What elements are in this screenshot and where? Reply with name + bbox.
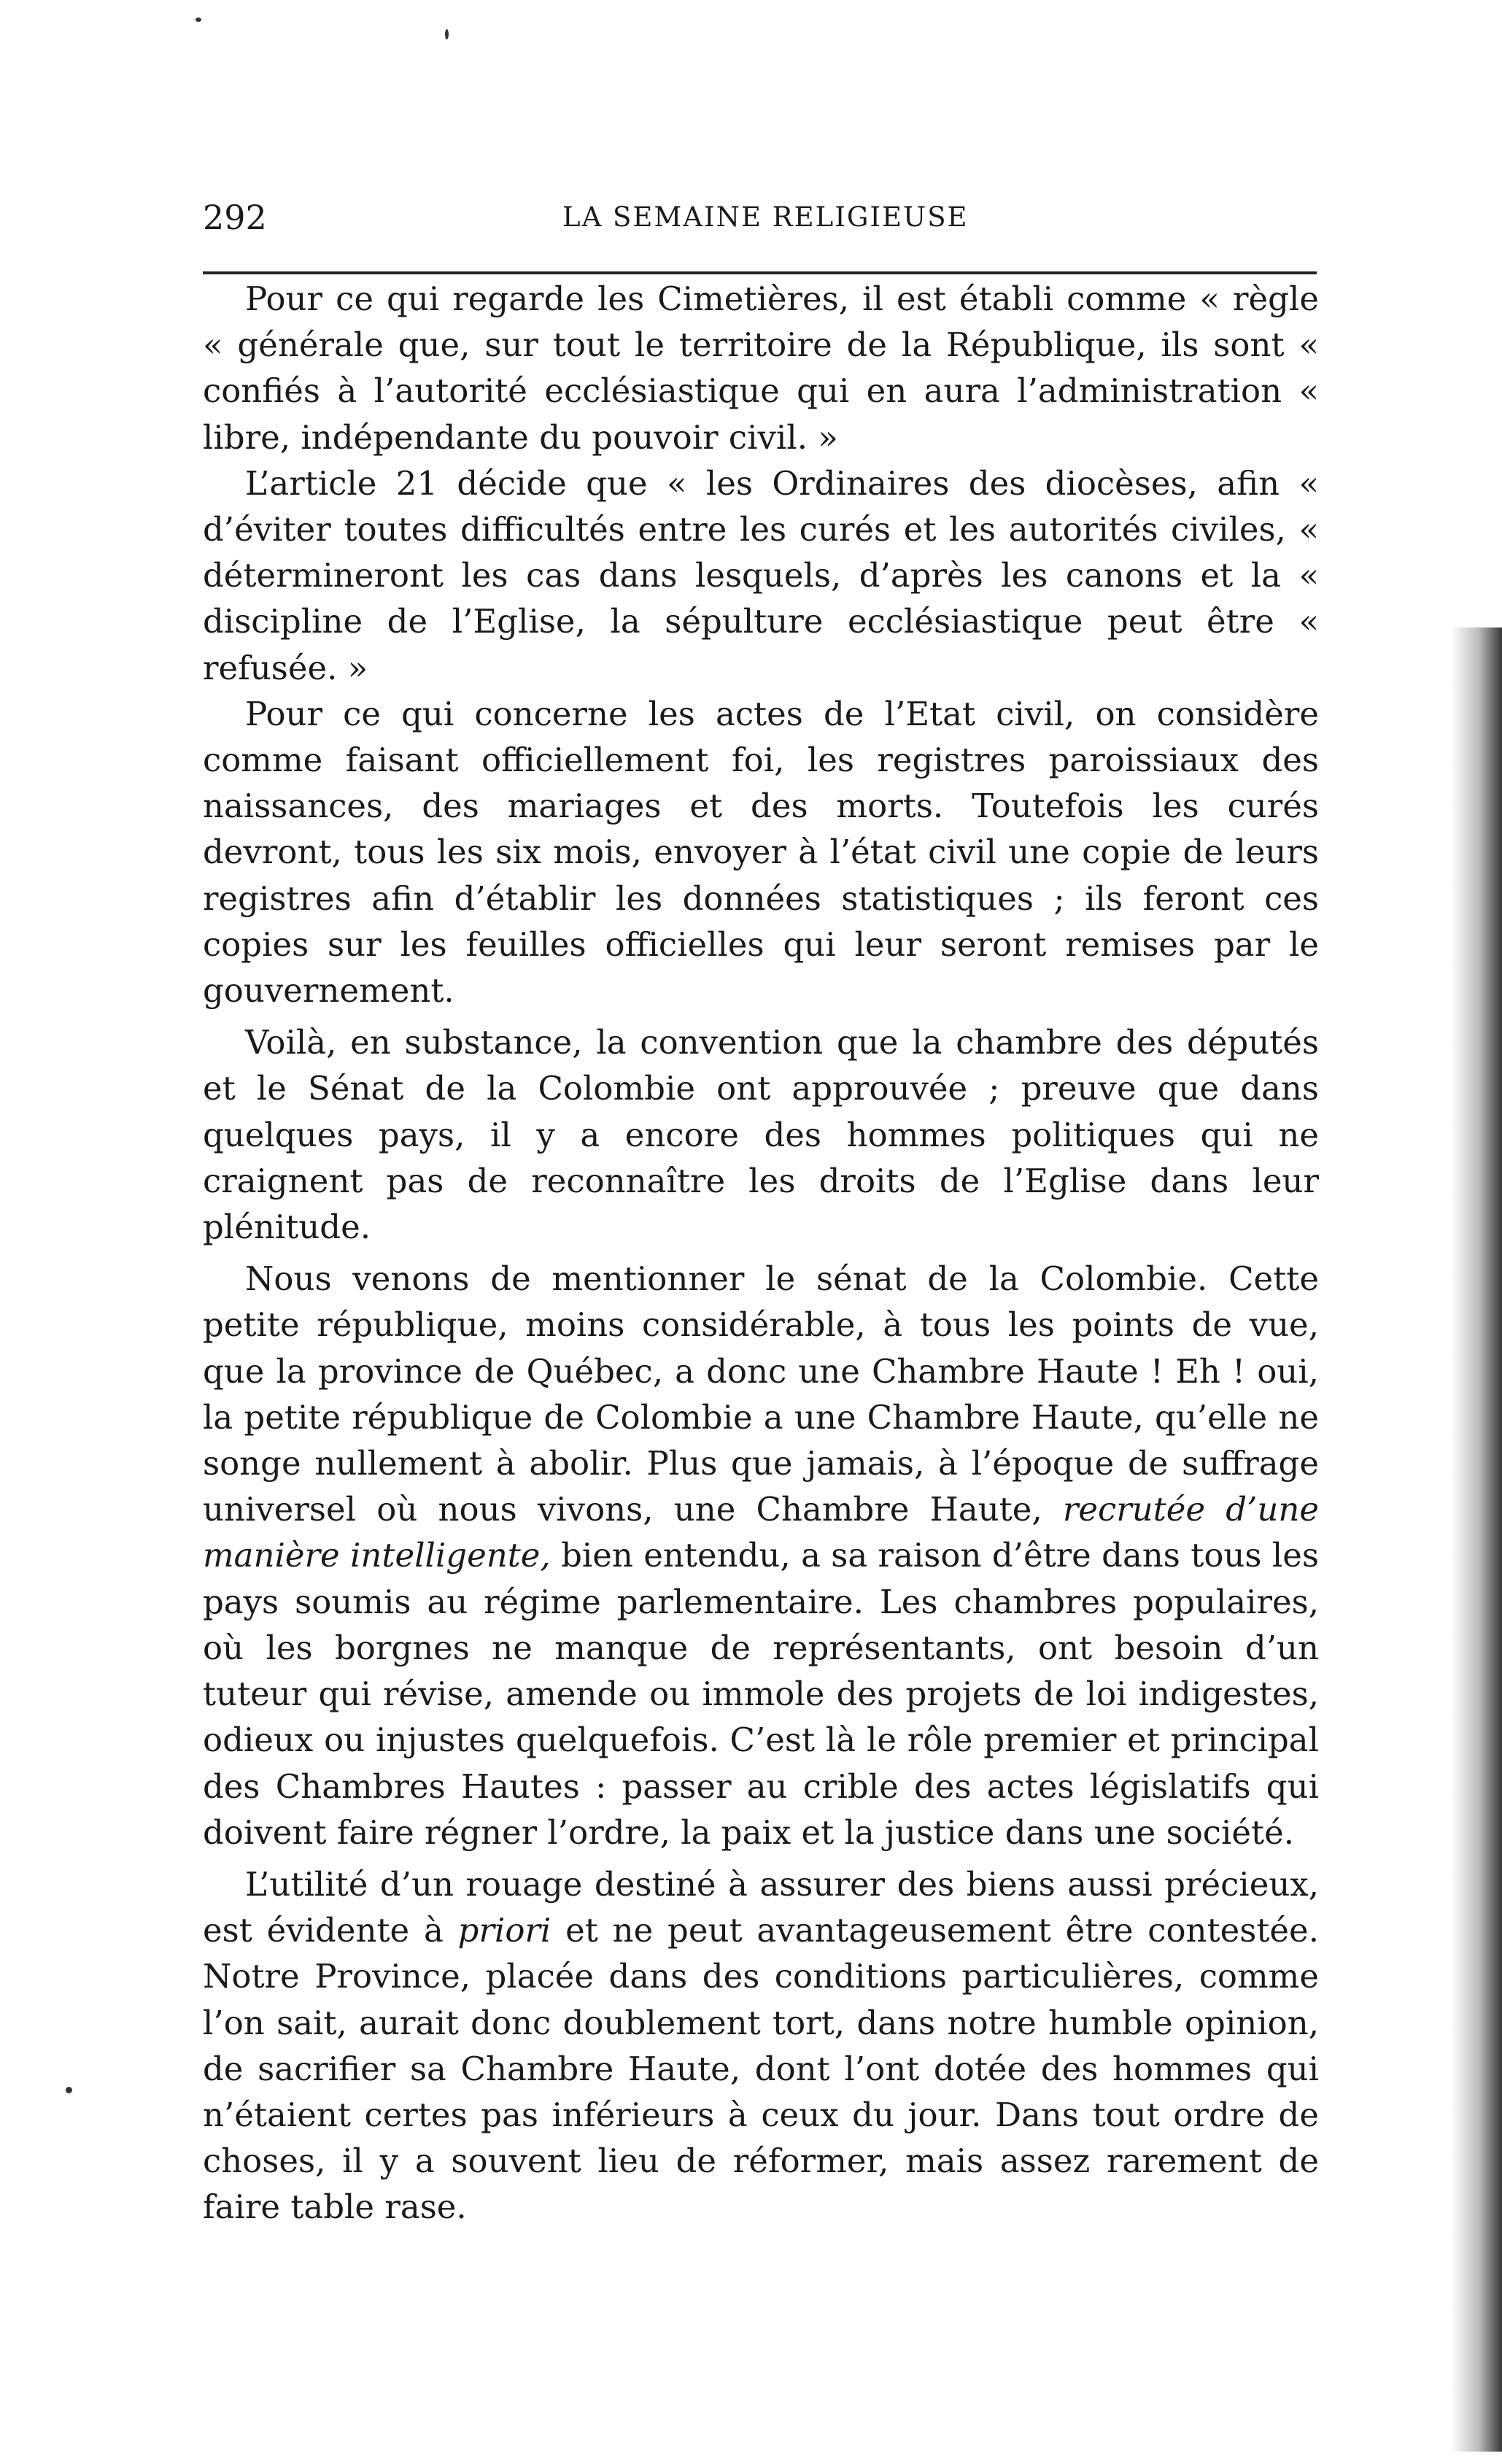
- italic-phrase: priori: [457, 1911, 551, 1950]
- paragraph-article-21: [203, 460, 1319, 691]
- page-header: [203, 196, 1315, 239]
- paragraph-text: et ne peut avantageusement être contestée. Notre Province, placée dans des conditions particulières, comme l’on sait, aurait donc doublement tort, dans notre humble opinion, de sacrifier sa Chambre Haute, dont l’ont dotée des hommes qui n’étaient certes pas inférieurs à ceux du jour. Dans tout ordre de choses, il y a souvent lieu de réformer, mais assez rarement de faire table rase.: [203, 1911, 1319, 2227]
- paragraph-civil-records: [203, 691, 1319, 1013]
- paragraph-text: Pour ce qui concerne les actes de l’Etat civil, on considère comme faisant officiellement foi, les registres paroissiaux des naissances, des mariages et des morts. Toutefois les curés devront, tous les six mois, envoyer à l’état civil une copie de leurs registres afin d’établir les données statistiques ; ils feront ces copies sur les feuilles officielles qui leur seront remises par le gouvernement.: [203, 694, 1319, 1011]
- ink-speck: [66, 2087, 72, 2093]
- paragraph-convention: [203, 1019, 1319, 1250]
- paragraph-text: Voilà, en substance, la convention que la chambre des députés et le Sénat de la Colombie ont approuvée ; preuve que dans quelques pays, il y a encore des hommes politiques qui ne craignent pas de reconnaître les droits de l’Eglise dans leur plénitude.: [203, 1023, 1319, 1247]
- page-number: 292: [203, 198, 267, 237]
- italic-phrase: recrutée d’une manière intelligente,: [203, 1490, 1319, 1575]
- paragraph-text: L’article 21 décide que « les Ordinaires des diocèses, afin « d’éviter toutes difficultés entre les curés et les autorités civiles, « détermineront les cas dans lesquels, d’après les canons et la « discipline de l’Eglise, la sépulture ecclésiastique peut être « refusée. »: [203, 463, 1319, 687]
- paragraph-text: Nous venons de mentionner le sénat de la Colombie. Cette petite république, moins considérable, à tous les points de vue, que la province de Québec, a donc une Chambre Haute ! Eh ! oui, la petite république de Colombie a une Chambre Haute, qu’elle ne songe nullement à abolir. Plus que jamais, à l’époque de suffrage universel où nous vivons, une Chambre Haute,: [203, 1259, 1319, 1529]
- ink-speck: [196, 18, 201, 22]
- text-body: [203, 276, 1319, 2231]
- running-head: LA SEMAINE RELIGIEUSE: [562, 201, 969, 233]
- page-edge-shadow: [1451, 627, 1502, 2452]
- paragraph-text: Pour ce qui regarde les Cimetières, il est établi comme « règle « générale que, sur tout le territoire de la République, ils sont « confiés à l’autorité ecclésiastique qui en aura l’administration « libre, indépendante du pouvoir civil. »: [203, 279, 1319, 457]
- ink-speck: [445, 29, 449, 39]
- header-rule: [203, 271, 1317, 274]
- paragraph-text: L’utilité d’un rouage destiné à assurer des biens aussi précieux, est évidente à: [203, 1864, 1319, 1950]
- paragraph-text: bien entendu, a sa raison d’être dans tous les pays soumis au régime parlementaire. Les chambres populaires, où les borgnes ne manque de représentants, ont besoin d’un tuteur qui révise, amende ou immole des projets de loi indigestes, odieux ou injustes quelquefois. C’est là le rôle premier et principal des Chambres Hautes : passer au crible des actes législatifs qui doivent faire régner l’ordre, la paix et la justice dans une société.: [203, 1536, 1319, 1852]
- paragraph-cemeteries: [203, 276, 1319, 460]
- paragraph-senate: [203, 1256, 1319, 1855]
- paragraph-utility: [203, 1861, 1319, 2231]
